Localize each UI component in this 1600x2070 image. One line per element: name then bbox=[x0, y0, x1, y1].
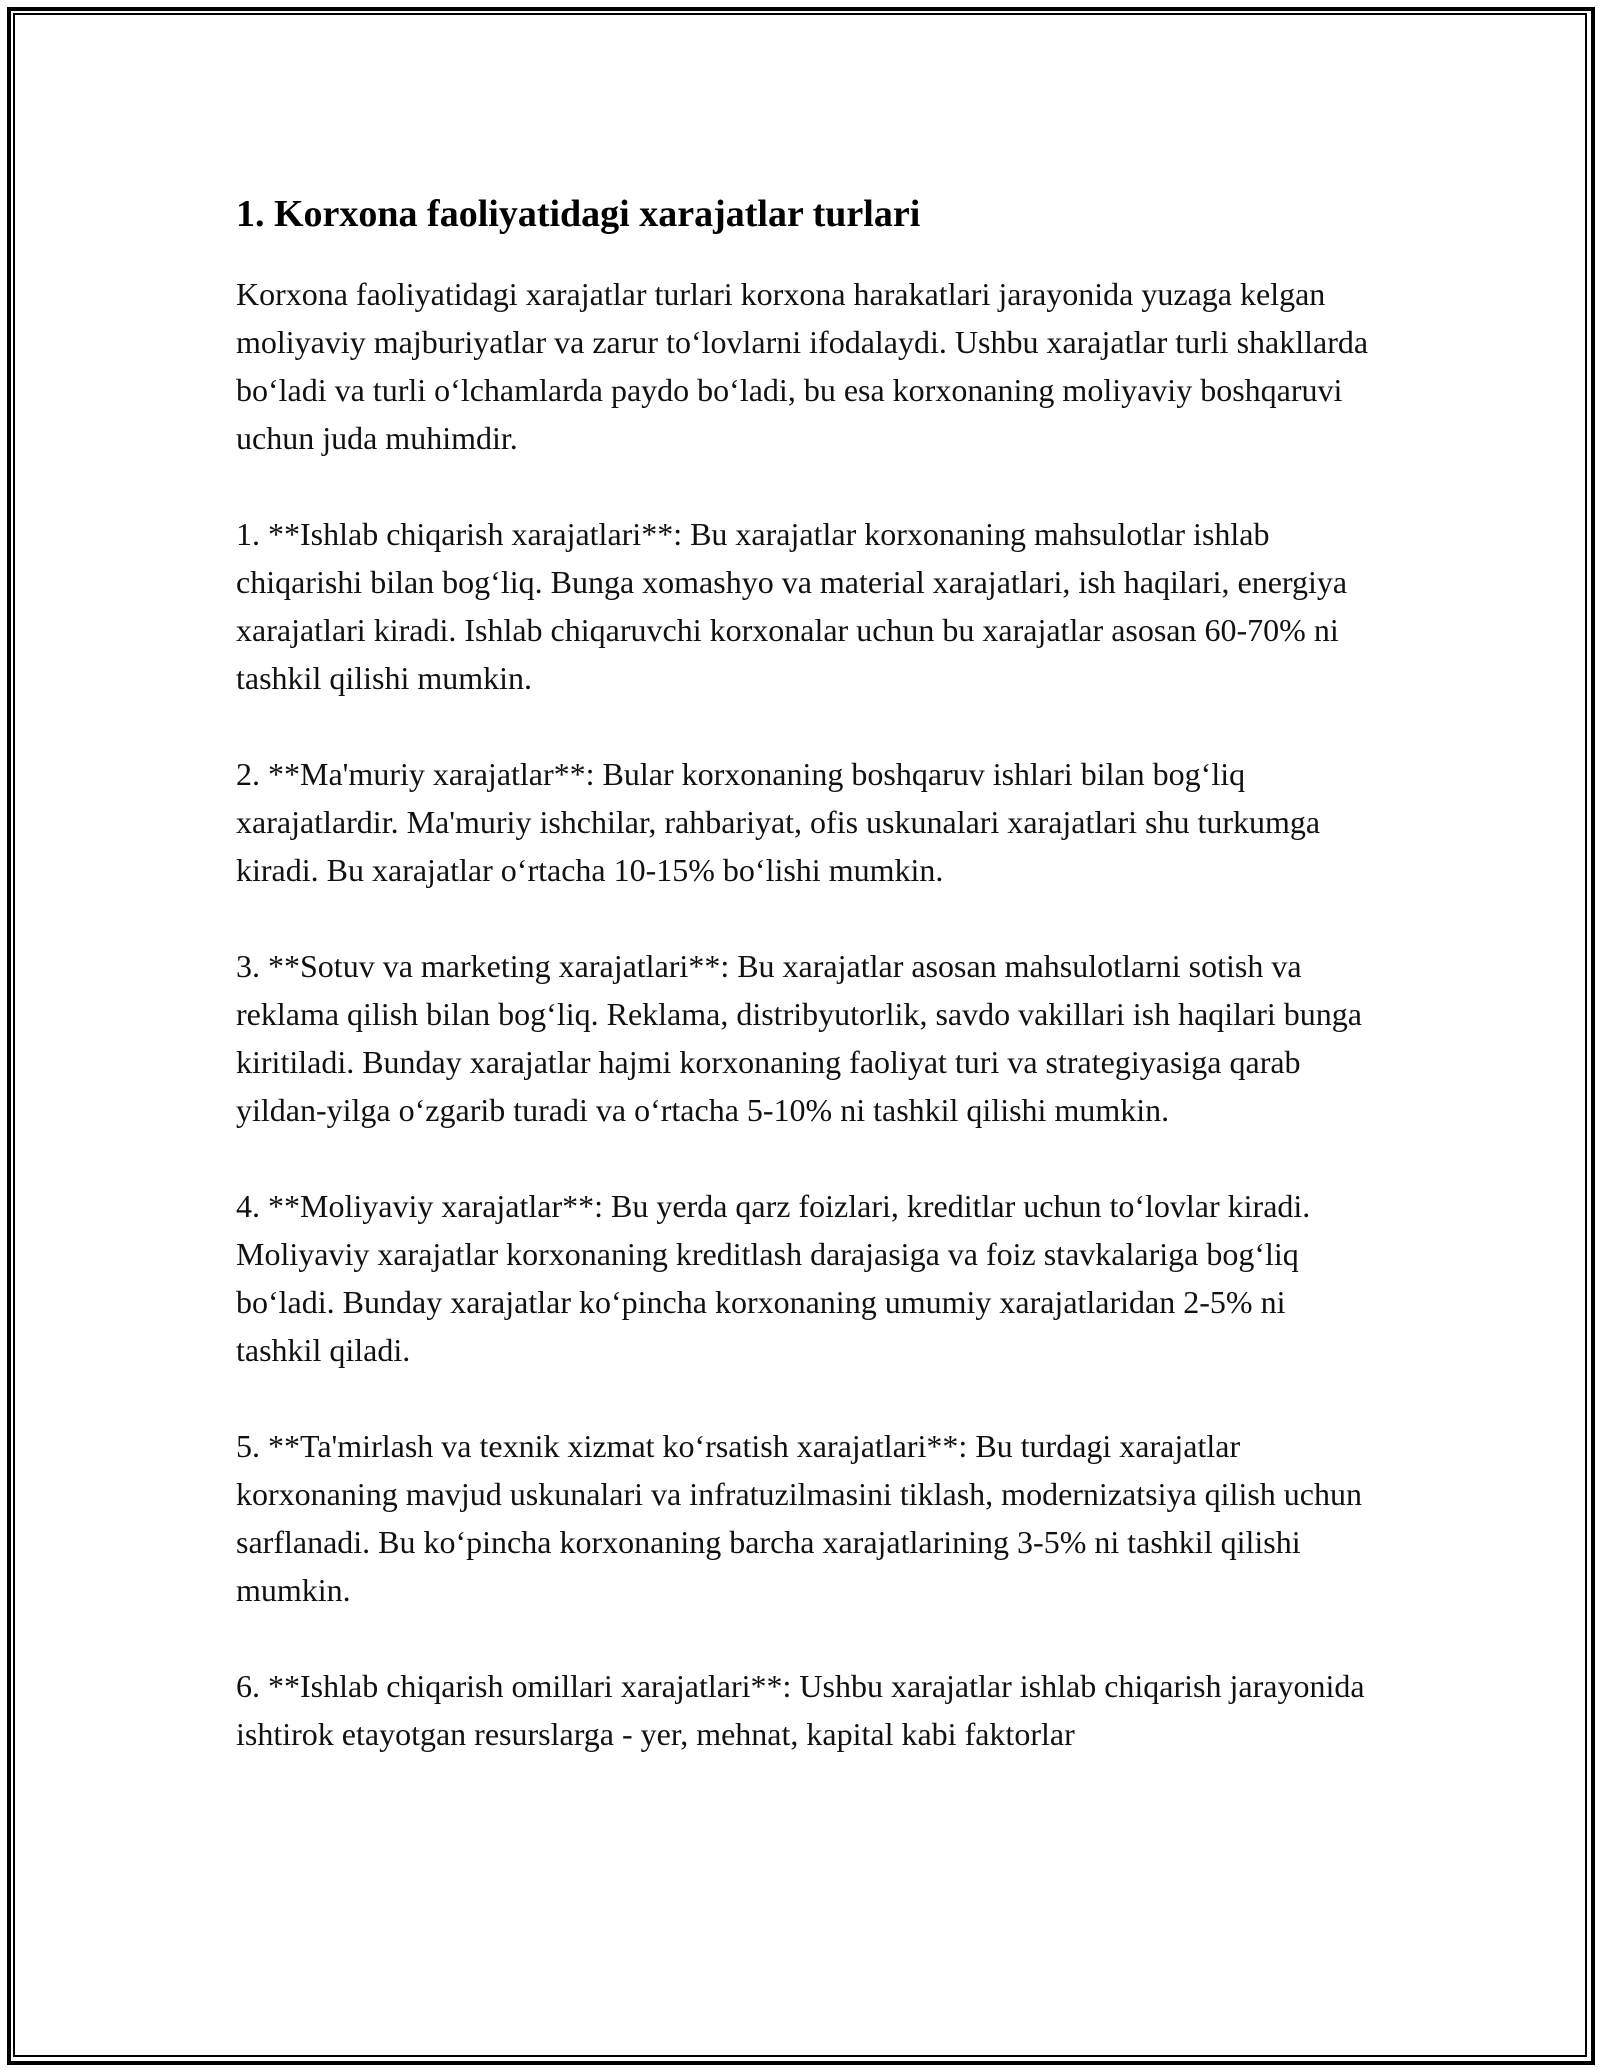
section-heading: 1. Korxona faoliyatidagi xarajatlar turlari bbox=[236, 193, 921, 235]
list-item-sales-marketing-costs: 3. **Sotuv va marketing xarajatlari**: Bu xarajatlar asosan mahsulotlarni sotish va reklama qilish bilan bog‘liq. Reklama, distribyutorlik, savdo vakillari ish haqilari bunga kiritiladi. Bunday xarajatlar hajmi korxonaning faoliyat turi va strategiyasiga qarab yildan-yilga o‘zgarib turadi va o‘rtacha 5-10% ni tashkil qilishi mumkin. bbox=[236, 948, 1362, 1128]
list-item-administrative-costs: 2. **Ma'muriy xarajatlar**: Bular korxonaning boshqaruv ishlari bilan bog‘liq xarajatlardir. Ma'muriy ishchilar, rahbariyat, ofis uskunalari xarajatlari shu turkumga kiradi. Bu xarajatlar o‘rtacha 10-15% bo‘lishi mumkin. bbox=[236, 756, 1321, 888]
list-item-production-costs: 1. **Ishlab chiqarish xarajatlari**: Bu xarajatlar korxonaning mahsulotlar ishlab chiqarishi bilan bog‘liq. Bunga xomashyo va material xarajatlari, ish haqilari, energiya xarajatlari kiradi. Ishlab chiqaruvchi korxonalar uchun bu xarajatlar asosan 60-70% ni tashkil qilishi mumkin. bbox=[236, 516, 1348, 696]
document-body bbox=[236, 186, 1376, 1806]
list-item-maintenance-costs: 5. **Ta'mirlash va texnik xizmat ko‘rsatish xarajatlari**: Bu turdagi xarajatlar korxonaning mavjud uskunalari va infratuzilmasini tiklash, modernizatsiya qilish uchun sarflanadi. Bu ko‘pincha korxonaning barcha xarajatlarining 3-5% ni tashkil qilishi mumkin. bbox=[236, 1428, 1362, 1608]
intro-paragraph: Korxona faoliyatidagi xarajatlar turlari korxona harakatlari jarayonida yuzaga kelgan moliyaviy majburiyatlar va zarur to‘lovlarni ifodalaydi. Ushbu xarajatlar turli shakllarda bo‘ladi va turli o‘lchamlarda paydo bo‘ladi, bu esa korxonaning moliyaviy boshqaruvi uchun juda muhimdir. bbox=[236, 276, 1369, 456]
list-item-production-factor-costs: 6. **Ishlab chiqarish omillari xarajatlari**: Ushbu xarajatlar ishlab chiqarish jarayonida ishtirok etayotgan resurslarga - yer, mehnat, kapital kabi faktorlar bbox=[236, 1668, 1365, 1752]
list-item-financial-costs: 4. **Moliyaviy xarajatlar**: Bu yerda qarz foizlari, kreditlar uchun to‘lovlar kiradi. Moliyaviy xarajatlar korxonaning kreditlash darajasiga va foiz stavkalariga bog‘liq bo‘ladi. Bunday xarajatlar ko‘pincha korxonaning umumiy xarajatlaridan 2-5% ni tashkil qiladi. bbox=[236, 1188, 1311, 1368]
